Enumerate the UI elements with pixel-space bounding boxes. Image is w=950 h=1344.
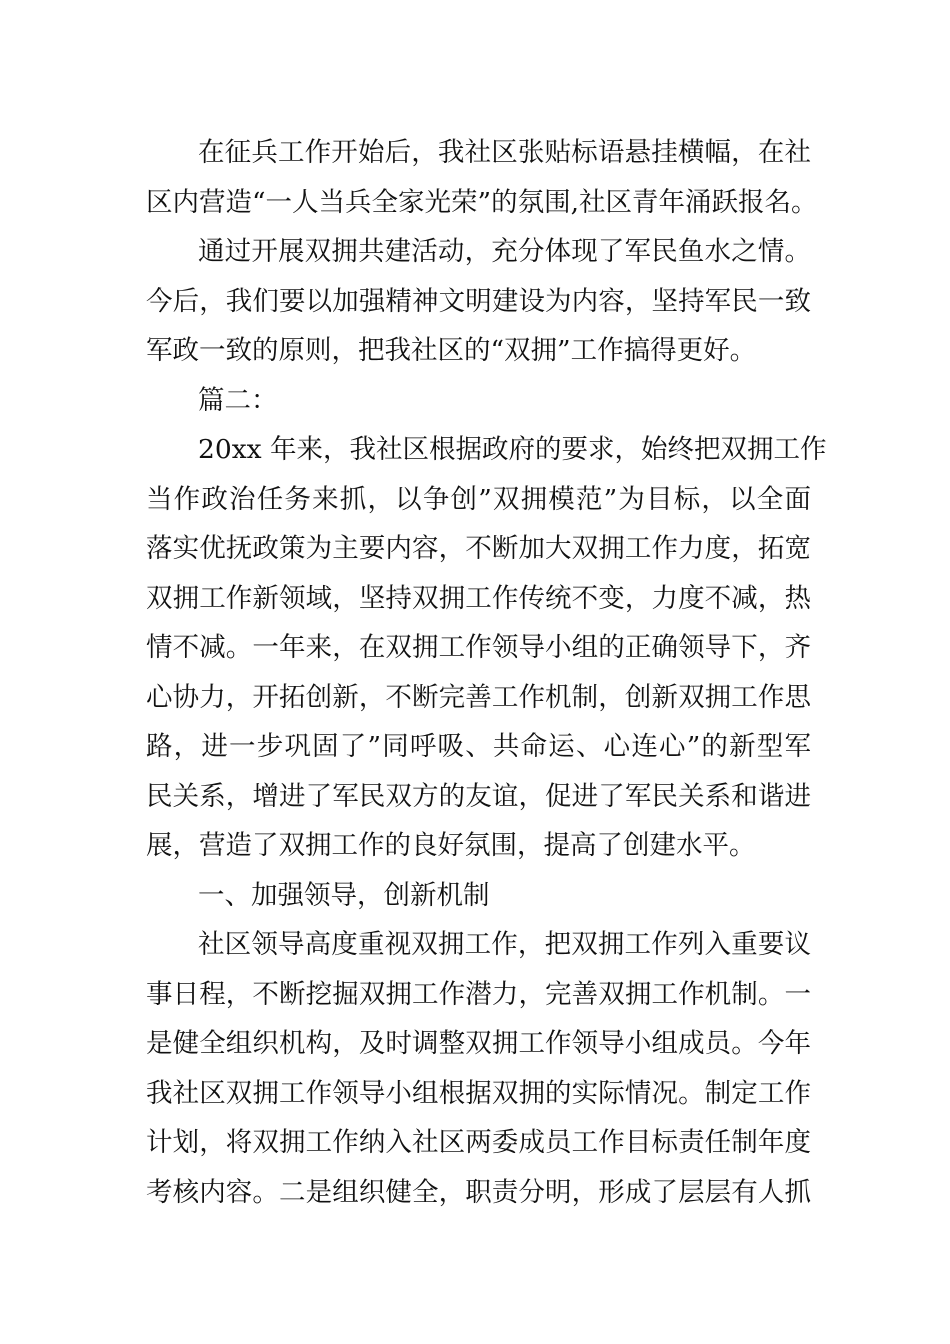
text-line: 军政一致的原则，把我社区的“双拥”工作搞得更好。 xyxy=(146,335,757,366)
document-body xyxy=(146,128,827,1217)
text-line: 计划，将双拥工作纳入社区两委成员工作目标责任制年度 xyxy=(146,1127,811,1158)
text-line: 社区领导高度重视双拥工作，把双拥工作列入重要议 xyxy=(198,929,811,960)
text-line: 一、加强领导，创新机制 xyxy=(198,879,490,911)
text-line: 双拥工作新领域，坚持双拥工作传统不变，力度不减，热 xyxy=(146,582,811,614)
text-line: 落实优抚政策为主要内容，不断加大双拥工作力度，拓宽 xyxy=(146,533,811,564)
text-line: 心协力，开拓创新，不断完善工作机制，创新双拥工作思 xyxy=(146,681,811,713)
text-line: 民关系，增进了军民双方的友谊，促进了军民关系和谐进 xyxy=(146,780,811,812)
text-line: 20xx 年来，我社区根据政府的要求，始终把双拥工作 xyxy=(198,434,827,465)
text-line: 我社区双拥工作领导小组根据双拥的实际情况。制定工作 xyxy=(146,1077,811,1109)
text-line: 通过开展双拥共建活动，充分体现了军民鱼水之情。 xyxy=(198,236,811,267)
text-line: 路，进一步巩固了”同呼吸、共命运、心连心”的新型军 xyxy=(146,731,811,762)
text-line: 区内营造“一人当兵全家光荣”的氛围,社区青年涌跃报名。 xyxy=(146,186,818,218)
text-line: 是健全组织机构，及时调整双拥工作领导小组成员。今年 xyxy=(146,1028,811,1059)
text-line: 展，营造了双拥工作的良好氛围，提高了创建水平。 xyxy=(146,830,756,861)
text-line: 篇二： xyxy=(198,384,278,416)
text-line: 在征兵工作开始后，我社区张贴标语悬挂横幅，在社 xyxy=(198,137,811,168)
text-line: 考核内容。二是组织健全，职责分明，形成了层层有人抓 xyxy=(146,1176,811,1208)
text-line: 情不减。一年来，在双拥工作领导小组的正确领导下，齐 xyxy=(146,632,811,663)
text-line: 当作政治任务来抓，以争创”双拥模范”为目标，以全面 xyxy=(146,483,811,515)
text-line: 今后，我们要以加强精神文明建设为内容，坚持军民一致 xyxy=(146,285,811,317)
text-line: 事日程，不断挖掘双拥工作潜力，完善双拥工作机制。一 xyxy=(146,978,811,1010)
